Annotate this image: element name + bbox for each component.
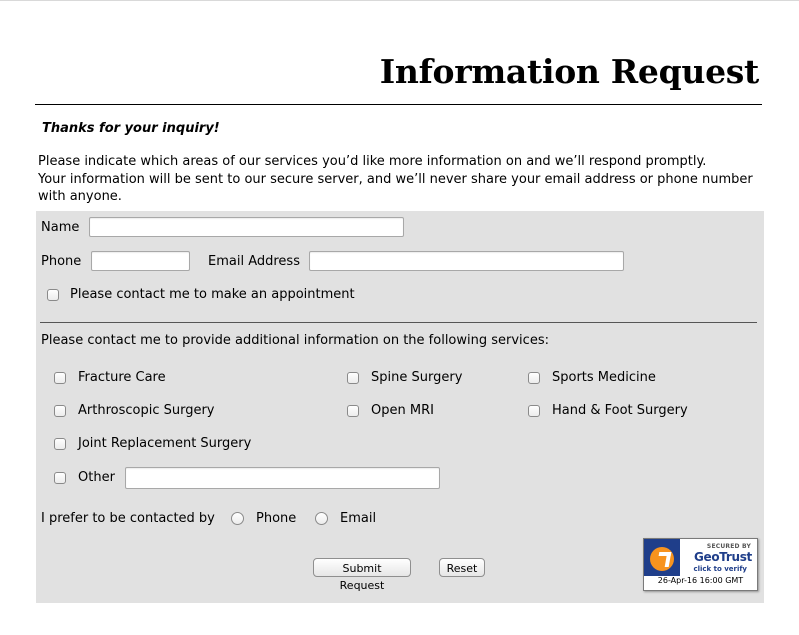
arthroscopic-surgery-label: Arthroscopic Surgery [78, 403, 215, 418]
contact-phone-radio[interactable] [231, 512, 244, 525]
phone-label: Phone [41, 254, 82, 269]
top-border [0, 0, 799, 1]
contact-preference-label: I prefer to be contacted by [41, 511, 215, 526]
seal-brand: GeoTrust [693, 550, 752, 564]
page-title: Information Request [379, 52, 759, 91]
seal-secured-by: SECURED BY [706, 543, 751, 550]
joint-replacement-checkbox[interactable] [54, 438, 66, 450]
spine-surgery-checkbox[interactable] [347, 372, 359, 384]
reset-button[interactable]: Reset [439, 558, 485, 577]
name-label: Name [41, 220, 80, 235]
other-input[interactable] [125, 467, 440, 489]
spine-surgery-label: Spine Surgery [371, 370, 463, 385]
contact-email-label: Email [340, 511, 377, 526]
intro-text [38, 153, 766, 206]
other-checkbox[interactable] [54, 472, 66, 484]
intro-line-2: Your information will be sent to our secure server, and we’ll never share your email address or phone number with anyone. [38, 171, 753, 204]
email-label: Email Address [208, 254, 300, 269]
services-heading: Please contact me to provide additional information on the following services: [41, 333, 549, 348]
section-divider [40, 322, 757, 323]
geotrust-logo-icon [644, 539, 680, 576]
submit-request-button[interactable]: Submit Request [313, 558, 411, 577]
hand-foot-surgery-label: Hand & Foot Surgery [552, 403, 688, 418]
appointment-checkbox[interactable] [47, 289, 59, 301]
seal-date: 26-Apr-16 16:00 GMT [657, 576, 744, 585]
intro-line-1: Please indicate which areas of our services you’d like more information on and we’ll respond promptly. [38, 154, 707, 169]
hand-foot-surgery-checkbox[interactable] [528, 405, 540, 417]
open-mri-label: Open MRI [371, 403, 434, 418]
appointment-label: Please contact me to make an appointment [70, 287, 355, 302]
open-mri-checkbox[interactable] [347, 405, 359, 417]
contact-phone-label: Phone [256, 511, 297, 526]
title-divider [35, 104, 762, 105]
geotrust-seal[interactable] [643, 538, 758, 591]
thanks-message: Thanks for your inquiry! [42, 121, 220, 136]
contact-email-radio[interactable] [315, 512, 328, 525]
phone-input[interactable] [91, 251, 190, 271]
fracture-care-label: Fracture Care [78, 370, 166, 385]
email-input[interactable] [309, 251, 624, 271]
sports-medicine-label: Sports Medicine [552, 370, 656, 385]
fracture-care-checkbox[interactable] [54, 372, 66, 384]
sports-medicine-checkbox[interactable] [528, 372, 540, 384]
arthroscopic-surgery-checkbox[interactable] [54, 405, 66, 417]
name-input[interactable] [89, 217, 404, 237]
other-label: Other [78, 470, 115, 485]
joint-replacement-label: Joint Replacement Surgery [78, 436, 252, 451]
seal-verify-link[interactable]: click to verify [693, 565, 747, 573]
information-request-form [36, 211, 764, 603]
